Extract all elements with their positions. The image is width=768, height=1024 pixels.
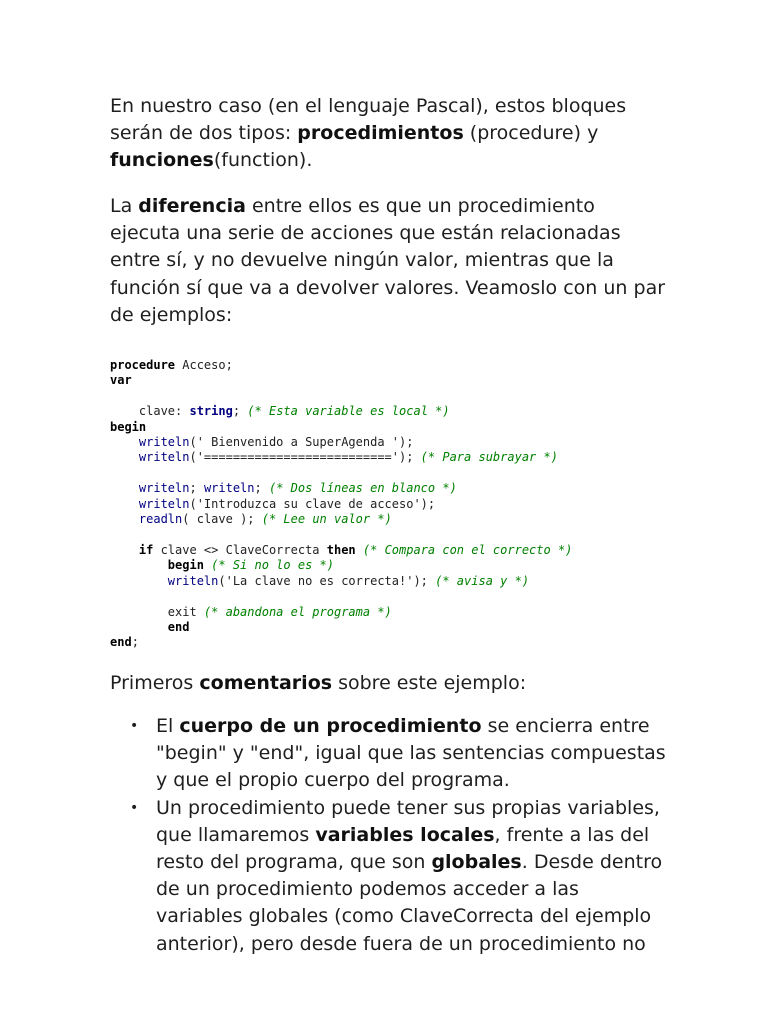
code-comment: (* Esta variable es local *): [247, 404, 450, 419]
code-function: writeln: [138, 481, 190, 496]
code-keyword: begin: [167, 558, 204, 573]
code-text: ;: [232, 404, 248, 419]
code-function: writeln: [138, 496, 190, 511]
text-run: Un procedimiento puede tener sus propias variables, que llamaremos: [156, 796, 660, 846]
code-indent: [110, 512, 139, 526]
code-comment: (* Para subrayar *): [420, 450, 558, 465]
text-run: Primeros: [110, 672, 200, 694]
code-keyword: begin: [110, 419, 147, 434]
code-comment: (* avisa y *): [435, 573, 530, 588]
text-run: (procedure) y: [463, 122, 599, 145]
code-text: ('Introduzca su clave de acceso');: [189, 496, 436, 511]
list-item: [110, 713, 670, 795]
text-run: . Desde dentro de un procedimiento podemos acceder a las variables globales (como ClaveCorrecta del ejemplo anterior), pero desde fuera de un procedimiento no: [156, 851, 663, 955]
code-indent: [110, 558, 168, 572]
code-indent: [110, 497, 139, 511]
code-text: (' Bienvenido a SuperAgenda ');: [189, 435, 414, 450]
paragraph-comments-heading: [110, 670, 670, 697]
code-indent: [110, 481, 139, 495]
code-block: [110, 358, 572, 651]
code-text: Acceso;: [175, 358, 233, 372]
bullet-icon: •: [130, 799, 139, 816]
code-comment: (* abandona el programa *): [203, 604, 392, 619]
bold-term-funciones: funciones: [110, 149, 214, 172]
text-run: La: [110, 195, 139, 217]
code-text: clave:: [110, 404, 190, 419]
code-comment: (* Compara con el correcto *): [362, 542, 573, 557]
code-comment: (* Dos líneas en blanco *): [268, 481, 457, 496]
code-keyword: if: [138, 542, 154, 557]
code-keyword: end: [167, 619, 190, 634]
bold-term-procedimientos: procedimientos: [297, 122, 464, 145]
code-text: clave <> ClaveCorrecta: [153, 542, 327, 557]
paragraph-intro: [110, 93, 670, 175]
code-function: writeln: [203, 481, 255, 496]
comments-list: [110, 713, 670, 958]
code-comment: (* Si no lo es *): [211, 558, 334, 573]
bold-term-diferencia: diferencia: [138, 195, 246, 217]
bullet-icon: •: [130, 718, 139, 734]
code-text: ;: [189, 481, 204, 496]
text-run: entre ellos es que un procedimiento ejecuta una serie de acciones que están relacionadas entre sí, y no devuelve ningún valor, mientras que la función sí que va a devolver valores. Veamoslo con un par de ejemplos:: [110, 195, 666, 326]
bold-term-cuerpo: cuerpo de un procedimiento: [179, 715, 482, 737]
code-indent: [110, 543, 139, 557]
code-indent: [110, 435, 139, 449]
text-run: (function).: [213, 149, 313, 172]
text-run: sobre este ejemplo:: [332, 672, 527, 694]
text-run: En nuestro caso (en el lenguaje Pascal), estos bloques serán de dos tipos:: [110, 95, 627, 145]
code-text: [356, 543, 363, 557]
paragraph-difference: [110, 193, 670, 329]
text-run: se encierra entre "begin" y "end", igual que las sentencias compuestas y que el propio cuerpo del programa.: [156, 715, 666, 792]
text-run: , frente a las del resto del programa, que son: [156, 823, 650, 874]
list-item: [110, 795, 670, 958]
code-function: writeln: [138, 435, 190, 450]
text-run: El: [156, 715, 180, 737]
code-function: writeln: [167, 573, 219, 588]
code-indent: [110, 620, 168, 634]
code-type: string: [189, 404, 233, 419]
code-text: ;: [131, 635, 139, 650]
code-function: writeln: [138, 450, 190, 465]
code-keyword: end: [110, 635, 132, 650]
code-keyword: procedure: [110, 358, 176, 372]
code-function: readln: [138, 512, 183, 527]
code-text: ('==========================');: [189, 450, 421, 465]
bold-term-globales: globales: [431, 851, 522, 874]
code-text: exit: [110, 604, 204, 619]
code-text: ( clave );: [182, 512, 262, 527]
code-keyword: then: [326, 542, 356, 557]
code-comment: (* Lee un valor *): [261, 512, 392, 527]
code-indent: [110, 574, 168, 588]
code-text: ('La clave no es correcta!');: [218, 573, 436, 588]
bold-term-comentarios: comentarios: [199, 672, 333, 694]
code-keyword: var: [110, 373, 132, 388]
code-text: ;: [254, 481, 269, 496]
code-indent: [110, 450, 139, 464]
bold-term-variables-locales: variables locales: [315, 823, 495, 846]
